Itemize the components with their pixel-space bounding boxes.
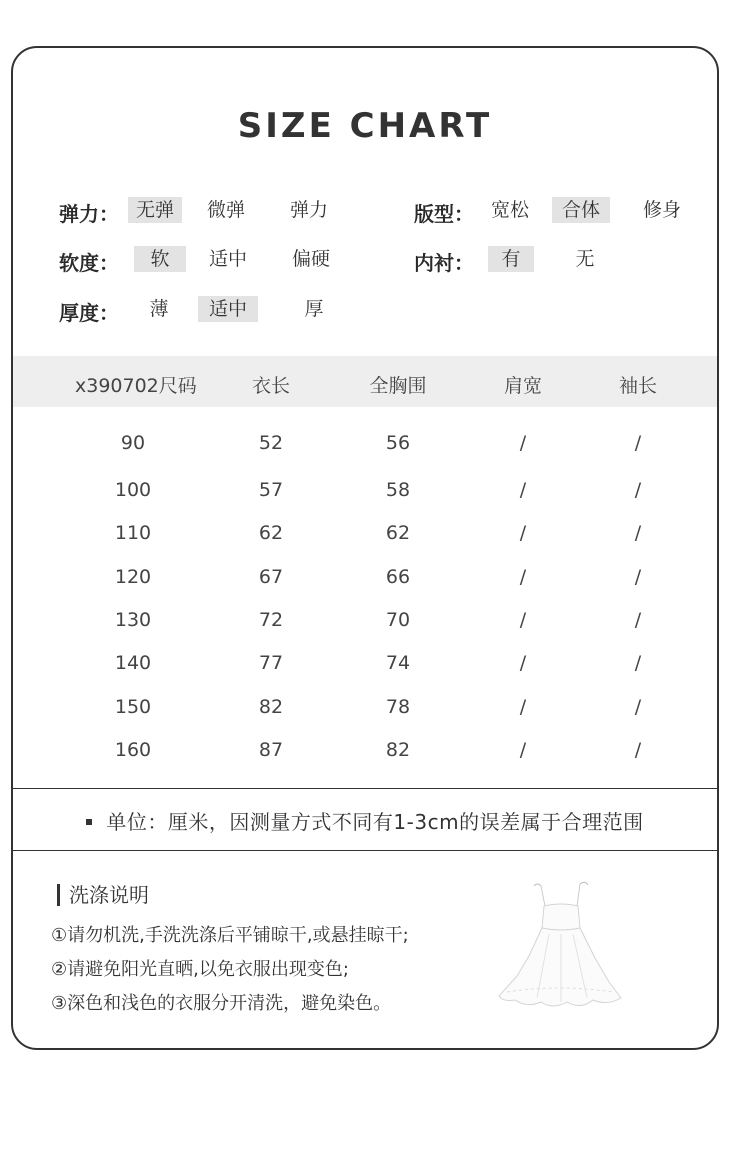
cell-sleeve: / xyxy=(634,566,642,588)
fit-option-loose: 宽松 xyxy=(490,199,529,221)
thickness-label: 厚度： xyxy=(59,301,119,325)
softness-option-stiff: 偏硬 xyxy=(291,248,330,270)
thickness-option-medium: 适中 xyxy=(198,296,258,322)
cell-shoulder: / xyxy=(519,652,527,674)
cell-length: 87 xyxy=(258,739,284,761)
cell-size: 150 xyxy=(114,696,152,718)
fit-option-slim: 修身 xyxy=(642,199,681,221)
fit-option-regular: 合体 xyxy=(552,197,610,223)
elasticity-option-elastic: 弹力 xyxy=(289,199,328,221)
lining-option-yes: 有 xyxy=(488,246,534,272)
cell-sleeve: / xyxy=(634,739,642,761)
header-sleeve: 袖长 xyxy=(618,375,657,397)
cell-chest: 82 xyxy=(385,739,411,761)
size-chart-card xyxy=(11,46,719,1050)
divider-bottom xyxy=(13,850,717,851)
cell-chest: 58 xyxy=(385,479,411,501)
cell-sleeve: / xyxy=(634,696,642,718)
fit-label: 版型： xyxy=(414,202,474,226)
divider-top xyxy=(13,788,717,789)
cell-chest: 74 xyxy=(385,652,411,674)
header-size: x390702尺码 xyxy=(75,375,197,397)
cell-chest: 56 xyxy=(385,432,411,454)
bullet-icon xyxy=(86,819,92,825)
size-table-header xyxy=(13,356,717,407)
cell-length: 67 xyxy=(258,566,284,588)
cell-chest: 78 xyxy=(385,696,411,718)
cell-sleeve: / xyxy=(634,609,642,631)
washing-item: ①请勿机洗,手洗洗涤后平铺晾干,或悬挂晾干; xyxy=(51,925,409,946)
header-shoulder: 肩宽 xyxy=(503,375,542,397)
header-length: 衣长 xyxy=(251,375,290,397)
cell-shoulder: / xyxy=(519,609,527,631)
unit-note-text: 单位：厘米，因测量方式不同有1-3cm的误差属于合理范围 xyxy=(106,810,644,834)
softness-option-soft: 软 xyxy=(134,246,186,272)
cell-chest: 66 xyxy=(385,566,411,588)
cell-sleeve: / xyxy=(634,522,642,544)
cell-chest: 70 xyxy=(385,609,411,631)
cell-length: 72 xyxy=(258,609,284,631)
cell-sleeve: / xyxy=(634,432,642,454)
washing-heading: 洗涤说明 xyxy=(57,884,149,906)
cell-length: 57 xyxy=(258,479,284,501)
cell-size: 100 xyxy=(114,479,152,501)
thickness-option-thick: 厚 xyxy=(304,298,324,320)
lining-label: 内衬： xyxy=(414,251,474,275)
washing-item: ③深色和浅色的衣服分开清洗，避免染色。 xyxy=(51,993,392,1014)
cell-sleeve: / xyxy=(634,652,642,674)
header-chest: 全胸围 xyxy=(369,375,427,397)
unit-note xyxy=(13,806,717,835)
cell-size: 160 xyxy=(114,739,152,761)
cell-shoulder: / xyxy=(519,432,527,454)
elasticity-option-slight: 微弹 xyxy=(206,199,245,221)
cell-shoulder: / xyxy=(519,739,527,761)
elasticity-label: 弹力： xyxy=(59,202,119,226)
dress-image xyxy=(489,880,639,1020)
lining-option-no: 无 xyxy=(575,248,595,270)
cell-length: 62 xyxy=(258,522,284,544)
cell-shoulder: / xyxy=(519,522,527,544)
elasticity-option-none: 无弹 xyxy=(128,197,182,223)
cell-shoulder: / xyxy=(519,566,527,588)
cell-chest: 62 xyxy=(385,522,411,544)
washing-item: ②请避免阳光直晒,以免衣服出现变色; xyxy=(51,959,349,980)
cell-size: 130 xyxy=(114,609,152,631)
page-title: SIZE CHART xyxy=(237,106,493,146)
cell-shoulder: / xyxy=(519,479,527,501)
cell-sleeve: / xyxy=(634,479,642,501)
cell-size: 120 xyxy=(114,566,152,588)
softness-option-medium: 适中 xyxy=(208,248,247,270)
cell-length: 77 xyxy=(258,652,284,674)
softness-label: 软度： xyxy=(59,251,119,275)
cell-length: 82 xyxy=(258,696,284,718)
thickness-option-thin: 薄 xyxy=(149,298,169,320)
cell-size: 90 xyxy=(120,432,146,454)
cell-shoulder: / xyxy=(519,696,527,718)
cell-size: 110 xyxy=(114,522,152,544)
cell-length: 52 xyxy=(258,432,284,454)
cell-size: 140 xyxy=(114,652,152,674)
